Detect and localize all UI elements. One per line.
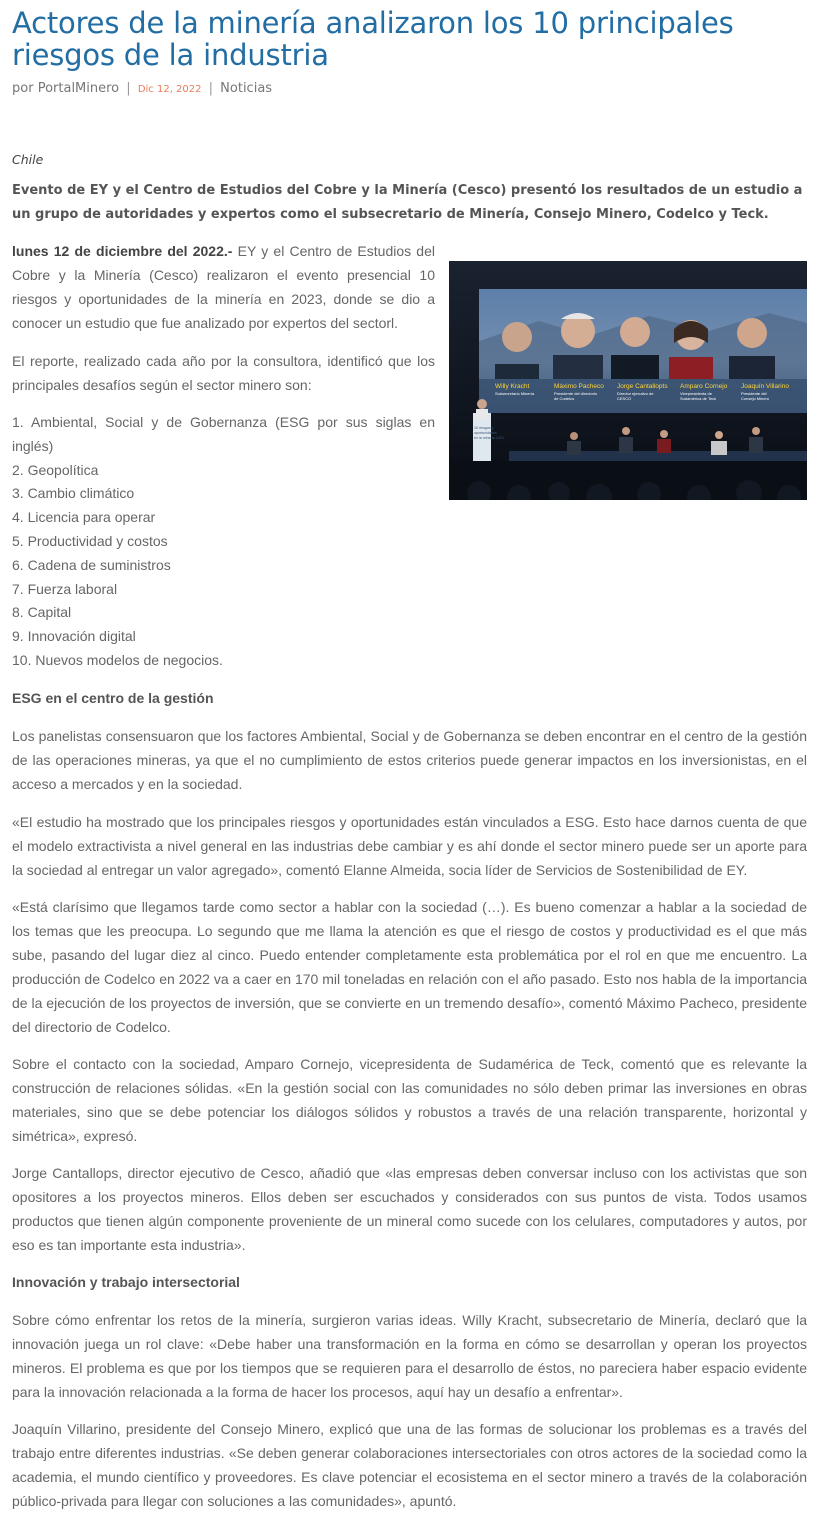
author-link[interactable]: PortalMinero (37, 81, 120, 96)
panelist-role: Presidente del directorio (554, 391, 598, 396)
report-paragraph: El reporte, realizado cada año por la consultora, identificó que los principales desafíos según el sector minero son: (12, 353, 435, 393)
panelist-name: Jorge Cantallopts (617, 383, 668, 390)
panelist-name: Willy Kracht (495, 383, 530, 390)
list-item: 1. Ambiental, Social y de Gobernanza (ESG por sus siglas en inglés) (12, 414, 435, 454)
list-item: 10. Nuevos modelos de negocios. (12, 651, 223, 668)
article-meta (12, 81, 272, 101)
panelist-role: de Codelco (554, 396, 575, 401)
meta-separator: | (208, 81, 214, 96)
section-heading: ESG en el centro de la gestión (12, 690, 214, 706)
body-paragraph: Sobre cómo enfrentar los retos de la minería, surgieron varias ideas. Willy Kracht, subsecretario de Minería, declaró que la innovación juega un rol clave: «Debe haber una transformación en la forma en cómo se desarrollan y operan los proyectos mineros. El problema es que por los tiempos que se requieren para el desarrollo de éstos, no pareciera haber espacio evidente para la innovación relacionada a la forma de hacer los procesos, aquí hay un desafío a enfrentar». (12, 1312, 807, 1400)
panelist-role: Presidente del (741, 391, 767, 396)
intro-paragraph (12, 239, 435, 335)
list-item: 5. Productividad y costos (12, 532, 168, 549)
intro-date: lunes 12 de diciembre del 2022.- (12, 243, 233, 259)
list-item: 2. Geopolítica (12, 461, 99, 478)
intro-text: EY y el Centro de Estudios del Cobre y la Minería (Cesco) realizaron el evento presencial 10 riesgos y oportunidades de la minería en 2023, donde se dio a conocer un estudio que fue analizado por expertos del sectorl. (12, 243, 435, 331)
section-esg (12, 686, 807, 710)
risk-list (12, 411, 435, 673)
panelist-role: Consejo Minero (741, 396, 770, 401)
intro-column (12, 239, 435, 673)
list-item: 3. Cambio climático (12, 485, 135, 502)
panelist-name: Máximo Pacheco (554, 383, 604, 390)
panelist-role: Subsecretario Minería (495, 391, 535, 396)
svg-text:oportunidades: oportunidades (474, 431, 497, 435)
body-paragraph: Jorge Cantallops, director ejecutivo de Cesco, añadió que «las empresas deben conversar incluso con los activistas que son opositores a los proyectos mineros. Ellos deben ser escuchados y considerados con sus puntos de vista. Todos usamos productos que tienen algún componente proveniente de un mineral como sucede con los celulares, computadores y autos, por eso es tan importante esta industria». (12, 1165, 807, 1253)
category-link[interactable]: Noticias (220, 81, 273, 96)
svg-text:10 riesgos y: 10 riesgos y (474, 426, 494, 430)
article-title: Actores de la minería analizaron los 10 principales riesgos de la industria (12, 6, 734, 72)
publish-date: Dic 12, 2022 (137, 84, 202, 95)
article-lead: Evento de EY y el Centro de Estudios del Cobre y la Minería (Cesco) presentó los resultados de un estudio a un grupo de autoridades y expertos como el subsecretario de Minería, Consejo Minero, Codelco y Teck. (12, 183, 803, 222)
list-item: 8. Capital (12, 604, 72, 621)
body-paragraph: «Está clarísimo que llegamos tarde como sector a hablar con la sociedad (…). Es bueno comenzar a hablar a la sociedad de los temas que les preocupa. Lo segundo que me llama la atención es que el riesgo de costos y productividad es el que más sube, pasando del lugar diez al cinco. Puedo entender completamente esta problemática por el rol en que me encuentro. La producción de Codelco en 2022 va a caer en 170 mil toneladas en relación con el año pasado. Esto nos habla de la importancia de la ejecución de los proyectos de inversión, que se convierte en un tremendo desafío», comentó Máximo Pacheco, presidente del directorio de Codelco. (12, 899, 807, 1035)
section-heading: Innovación y trabajo intersectorial (12, 1274, 240, 1290)
event-photo (449, 261, 807, 500)
panelist-role: Director ejecutivo de (617, 391, 654, 396)
body-paragraph: Sobre el contacto con la sociedad, Amparo Cornejo, vicepresidenta de Sudamérica de Teck, comentó que es relevante la construcción de relaciones sólidas. «En la gestión social con las comunidades no sólo deben primar las inversiones en obras materiales, sino que se debe potenciar los diálogos sólidos y robustos a través de una relación transparente, horizontal y simétrica», expresó. (12, 1056, 807, 1144)
byline-prefix: por (12, 81, 34, 96)
list-item: 4. Licencia para operar (12, 509, 156, 526)
body-paragraph: «El estudio ha mostrado que los principales riesgos y oportunidades están vinculados a ESG. Esto hace darnos cuenta de que el modelo extractivista a nivel general en las industrias debe cambiar y es ahí donde el sector minero puede ser un aporte para la sociedad al entregar un valor agregado», comentó Elanne Almeida, socia líder de Servicios de Sostenibilidad de EY. (12, 814, 807, 878)
body-paragraph: Joaquín Villarino, presidente del Consejo Minero, explicó que una de las formas de solucionar los problemas es a través del trabajo entre diferentes industrias. «Se deben generar colaboraciones intersectoriales con otros actores de la sociedad como la academia, el mundo científico y proveedores. Es clave potenciar el ecosistema en el sector minero a través de la colaboración público-privada para llegar con soluciones a las comunidades», apuntó. (12, 1421, 807, 1509)
meta-separator: | (126, 81, 131, 96)
location-label: Chile (12, 152, 44, 167)
panelist-name: Amparo Cornejo (680, 383, 728, 390)
list-item: 7. Fuerza laboral (12, 580, 118, 597)
panelist-role: Sudamérica de Teck (680, 396, 717, 401)
event-photo-illustration (449, 261, 807, 500)
body-paragraph: Los panelistas consensuaron que los factores Ambiental, Social y de Gobernanza se deben encontrar en el centro de la gestión de las operaciones mineras, ya que el no cumplimiento de estos criterios puede generar impactos en los inversionistas, en el acceso a mercados y en la sociedad. (12, 728, 807, 792)
list-item: 9. Innovación digital (12, 628, 136, 645)
panelist-role: CESCO (617, 396, 632, 401)
svg-text:en la minería 2023: en la minería 2023 (474, 436, 504, 440)
panelist-role: Vicepresidenta de (680, 391, 712, 396)
list-item: 6. Cadena de suministros (12, 556, 171, 573)
section-innovation (12, 1270, 807, 1294)
panelist-name: Joaquín Villarino (741, 383, 789, 390)
